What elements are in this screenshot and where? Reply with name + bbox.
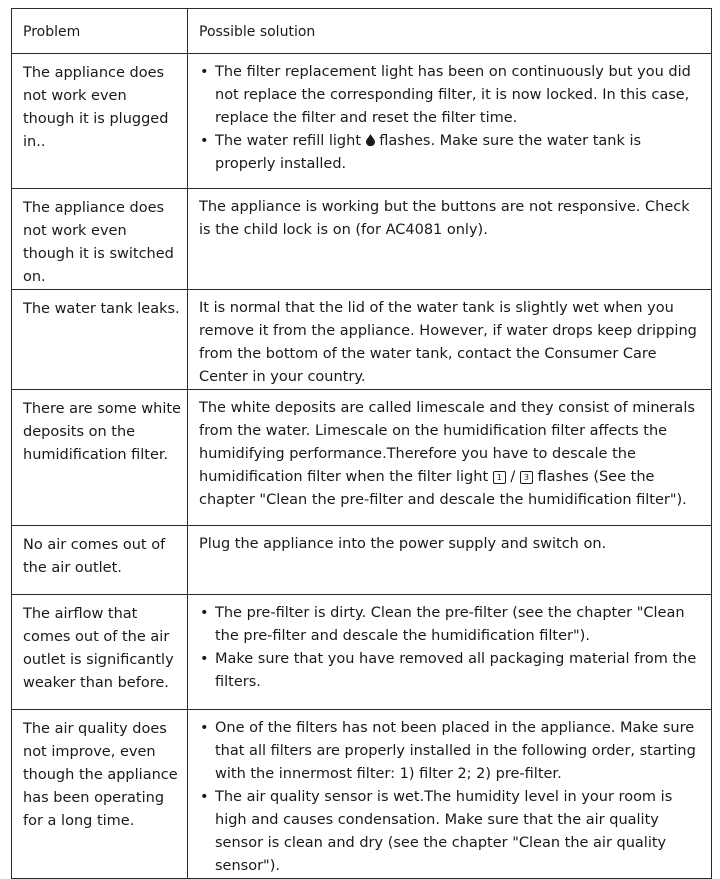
table-row bbox=[12, 595, 712, 710]
solution-paragraph bbox=[188, 390, 711, 512]
icon-separator: / bbox=[510, 469, 516, 485]
problem-cell bbox=[12, 390, 188, 526]
table-row bbox=[12, 189, 712, 290]
problem-text: The air quality does not improve, even though the appliance has been operating for a long time. bbox=[23, 721, 178, 829]
filter-3-light-icon: 3 bbox=[520, 471, 533, 484]
solution-list bbox=[199, 61, 703, 176]
solution-cell bbox=[188, 526, 712, 595]
solution-text: The white deposits are called limescale and they consist of minerals from the water. Limescale on the humidification filter affects the humidifying performance.Therefore you have to descale the humidification filter when the filter light bbox=[199, 400, 695, 485]
problem-cell bbox=[12, 595, 188, 710]
solution-text: The appliance is working but the buttons are not responsive. Check is the child lock is on (for AC4081 only). bbox=[199, 199, 690, 238]
solution-text: Plug the appliance into the power supply and switch on. bbox=[199, 536, 607, 552]
problem-text: The appliance does not work even though it is switched on. bbox=[23, 200, 174, 285]
solution-text: flashes. Make sure the water tank is properly installed. bbox=[215, 133, 642, 172]
solution-cell bbox=[188, 710, 712, 879]
problem-text: The appliance does not work even though it is plugged in.. bbox=[23, 65, 169, 150]
solution-bullet: • The filter replacement light has been on continuously but you did not replace the corresponding filter, it is now locked. In this case, replace the filter and reset the filter time. bbox=[199, 61, 703, 130]
problem-cell bbox=[12, 710, 188, 879]
water-drop-icon bbox=[366, 134, 375, 146]
solution-bullet: • The air quality sensor is wet.The humidity level in your room is high and causes condensation. Make sure that the air quality sensor is clean and dry (see the chapter "Clean the air quality sensor"). bbox=[199, 786, 703, 878]
solution-list bbox=[199, 602, 703, 694]
solution-bullet bbox=[199, 130, 703, 176]
problem-text: The water tank leaks. bbox=[23, 301, 180, 317]
table-row bbox=[12, 54, 712, 189]
solution-text: The water refill light bbox=[215, 133, 361, 149]
troubleshooting-table bbox=[11, 8, 712, 879]
table-row bbox=[12, 526, 712, 595]
problem-cell bbox=[12, 189, 188, 290]
solution-cell bbox=[188, 189, 712, 290]
solution-cell bbox=[188, 390, 712, 526]
table-row bbox=[12, 290, 712, 390]
problem-header-label: Problem bbox=[23, 24, 81, 40]
table-header-row bbox=[12, 9, 712, 54]
solution-bullet: • One of the filters has not been placed in the appliance. Make sure that all filters are properly installed in the following order, starting with the innermost filter: 1) filter 2; 2) pre-filter. bbox=[199, 717, 703, 786]
problem-column-header bbox=[12, 9, 188, 54]
solution-column-header bbox=[188, 9, 712, 54]
solution-cell bbox=[188, 290, 712, 390]
filter-1-light-icon: 1 bbox=[493, 471, 506, 484]
solution-bullet: • The pre-filter is dirty. Clean the pre-filter (see the chapter "Clean the pre-filter and descale the humidification filter"). bbox=[199, 602, 703, 648]
solution-list bbox=[199, 717, 703, 878]
problem-text: The airflow that comes out of the air outlet is significantly weaker than before. bbox=[23, 606, 174, 691]
solution-bullet: • Make sure that you have removed all packaging material from the filters. bbox=[199, 648, 703, 694]
problem-cell bbox=[12, 54, 188, 189]
solution-cell bbox=[188, 595, 712, 710]
solution-cell bbox=[188, 54, 712, 189]
problem-cell bbox=[12, 526, 188, 595]
problem-cell bbox=[12, 290, 188, 390]
table-row bbox=[12, 710, 712, 879]
solution-text: flashes (See the chapter "Clean the pre-filter and descale the humidification filter"). bbox=[199, 469, 687, 508]
problem-text: There are some white deposits on the humidification filter. bbox=[23, 401, 181, 463]
solution-text: It is normal that the lid of the water tank is slightly wet when you remove it from the appliance. However, if water drops keep dripping from the bottom of the water tank, contact the Consumer Care Center in your country. bbox=[199, 300, 697, 385]
solution-header-label: Possible solution bbox=[199, 24, 316, 40]
table-row bbox=[12, 390, 712, 526]
problem-text: No air comes out of the air outlet. bbox=[23, 537, 166, 576]
